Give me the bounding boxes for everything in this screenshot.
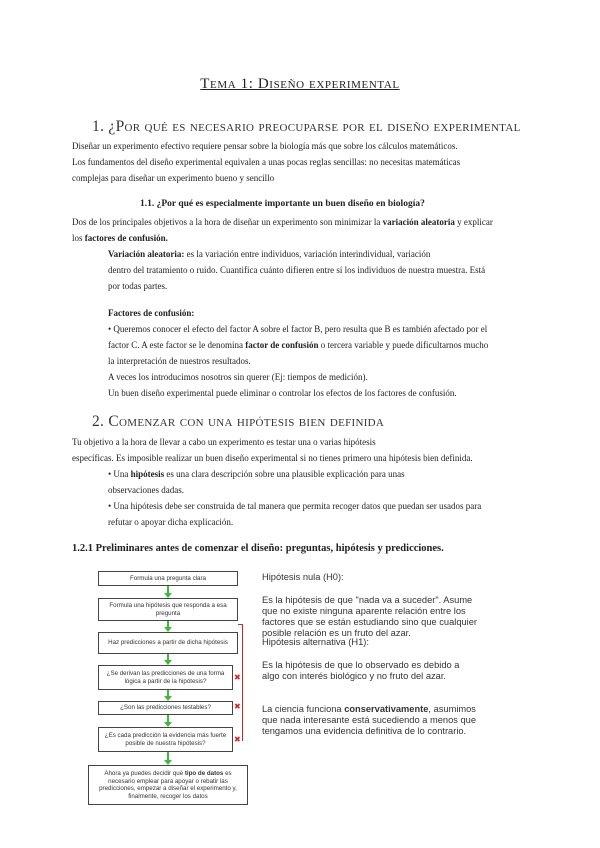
flow-arrowhead	[164, 722, 172, 727]
text-line: Es la hipótesis de que lo observado es debido a	[262, 660, 460, 670]
cross-icon: ✖	[234, 735, 241, 744]
bullet	[108, 468, 405, 481]
text-line: que nada interesante está sucediendo a menos que	[262, 715, 476, 725]
document-title: Tema 1: Diseño experimental	[200, 76, 400, 92]
section-2-heading: 2. Comenzar con una hipótesis bien definida	[92, 413, 385, 430]
text-line: que no existe ninguna aparente relación entre los	[262, 606, 466, 616]
text-line: tengamos una evidencia definitiva de lo contrario.	[262, 726, 467, 736]
paragraph: específicas. Es imposible realizar un buen diseño experimental si no tienes primero una hipótesis bien definida.	[72, 453, 473, 463]
bold-term: variación aleatoria	[382, 217, 455, 227]
box-text: Formula una pregunta clara	[129, 574, 206, 582]
text-line	[262, 704, 476, 715]
box-text	[91, 770, 245, 800]
null-hypothesis-title: Hipótesis nula (H0):	[262, 572, 344, 582]
bold-term: factores de confusión.	[84, 233, 168, 243]
text: Dos de los principales objetivos a la hora de diseñar un experimento son minimizar la	[72, 217, 383, 227]
flow-box-final	[88, 765, 248, 805]
flow-arrowhead	[164, 660, 172, 665]
paragraph: Un buen diseño experimental puede eliminar o controlar los efectos de los factores de confusión.	[108, 388, 457, 398]
bold-term: conservativamente	[344, 704, 429, 714]
flow-arrowhead	[164, 627, 172, 632]
text: o tercera variable y puede dificultarnos mucho	[318, 340, 489, 350]
text: factor C. A este factor se le denomina	[108, 340, 246, 350]
text: Ahora ya puedes decidir qué	[104, 770, 185, 777]
section-1-heading: 1. ¿Por qué es necesario preocuparse por el diseño experimental	[92, 118, 521, 135]
alt-hypothesis-title: Hipótesis alternativa (H1):	[262, 637, 369, 647]
text: es la variación entre individuos, variación interindividual, variación	[184, 249, 431, 259]
box-text: Haz predicciones a partir de dicha hipótesis	[108, 639, 228, 647]
flow-arrowhead	[164, 760, 172, 765]
definition	[108, 248, 430, 261]
text-line: factores que se están estudiando sino que cualquier	[262, 617, 478, 627]
paragraph: observaciones dadas.	[108, 485, 184, 495]
cross-icon: ✖	[234, 673, 241, 682]
text: y explicar	[454, 217, 493, 227]
paragraph	[72, 216, 493, 229]
feedback-line	[238, 624, 243, 625]
cross-icon: ✖	[234, 702, 241, 711]
paragraph: por todas partes.	[108, 281, 168, 291]
paragraph: refutar o apoyar dicha explicación.	[108, 517, 234, 527]
box-text: ¿Se derivan las predicciones de una forma lógica a partir de la hipótesis?	[106, 670, 225, 685]
paragraph: dentro del tratamiento o ruido. Cuantifica cuánto difieren entre sí los individuos de nuestra muestra. Está	[108, 265, 486, 275]
text: • Una	[108, 469, 131, 479]
text: es una clara descripción sobre una plausible explicación para unas	[164, 469, 405, 479]
paragraph: A veces los introducimos nosotros sin querer (Ej: tiempos de medición).	[108, 372, 368, 382]
paragraph	[108, 339, 488, 352]
flow-box-hypothesis	[98, 598, 238, 621]
definition-label: Variación aleatoria:	[108, 249, 185, 259]
text: es necesario emplear para apoyar o rebatir las predicciones, empezar a diseñar el experimento y, finalmente, recoger los datos	[99, 770, 237, 800]
flow-box-logic-check	[98, 665, 233, 690]
section-3-heading: 1.2.1 Preliminares antes de comenzar el diseño: preguntas, hipótesis y predicciones.	[72, 543, 444, 554]
feedback-line	[242, 624, 243, 741]
flow-box-testable-check	[98, 701, 233, 715]
paragraph: Diseñar un experimento efectivo requiere pensar sobre la biología más que sobre los cálculos matemáticos.	[72, 141, 458, 151]
bold-term: tipo de datos	[184, 770, 224, 777]
flow-box-evidence-check	[98, 727, 233, 752]
box-text: ¿Son las predicciones testables?	[120, 704, 211, 712]
box-text: ¿Es cada predicción la evidencia más fuerte posible de nuestra hipótesis?	[104, 732, 227, 747]
definition-label: Factores de confusión:	[108, 308, 195, 318]
paragraph: Los fundamentos del diseño experimental equivalen a unas pocas reglas sencillas: no necesitas matemáticas	[72, 157, 461, 167]
text-line: algo con interés biológico y no fruto del azar.	[262, 671, 446, 681]
paragraph	[72, 232, 168, 245]
bullet: • Una hipótesis debe ser construida de tal manera que permita recoger datos que puedan ser usados para	[108, 501, 482, 511]
text: La ciencia funciona	[262, 704, 345, 714]
flow-arrowhead	[164, 696, 172, 701]
flow-box-predictions	[98, 632, 238, 654]
paragraph: Tu objetivo a la hora de llevar a cabo un experimento es testar una o varias hipótesis	[72, 437, 376, 447]
bold-term: hipótesis	[130, 469, 165, 479]
paragraph: la interpretación de nuestros resultados.	[108, 356, 251, 366]
subsection-heading: 1.1. ¿Por qué es especialmente importante un buen diseño en biología?	[140, 199, 425, 209]
paragraph: complejas para diseñar un experimento bueno y sencillo	[72, 173, 275, 183]
bullet: • Queremos conocer el efecto del factor A sobre el factor B, pero resulta que B es también afectado por el	[108, 324, 488, 334]
flow-box-question	[98, 571, 238, 586]
box-text: Formula una hipótesis que responda a esa pregunta	[109, 602, 227, 617]
bold-term: factor de confusión	[245, 340, 319, 350]
flow-arrow	[167, 752, 169, 760]
text-line: Es la hipótesis de que "nada va a suceder". Asume	[262, 595, 473, 605]
text: , asumimos	[428, 704, 476, 714]
text: los	[72, 233, 85, 243]
flow-arrowhead	[164, 593, 172, 598]
text-line: posible relación es un fruto del azar.	[262, 628, 411, 638]
